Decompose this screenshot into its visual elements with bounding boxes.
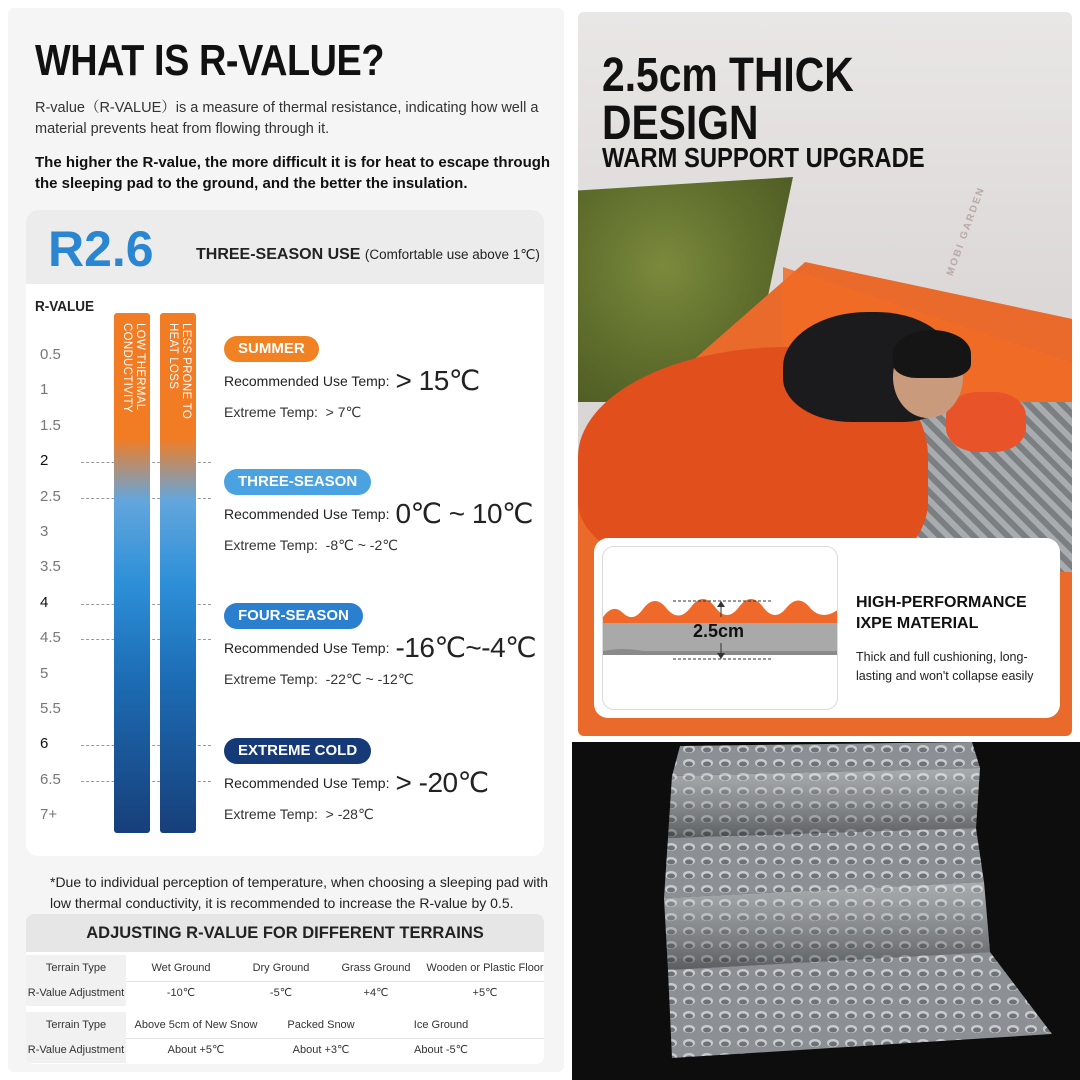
table-cell: Dry Ground	[252, 962, 310, 974]
table-cell: Above 5cm of New Snow	[134, 1019, 258, 1031]
folded-pad-image	[572, 742, 1080, 1080]
rec-label: Recommended Use Temp:	[224, 775, 390, 791]
thickness-title	[602, 49, 854, 150]
ext-label: Extreme Temp:	[224, 671, 318, 687]
row-label: R-Value Adjustment	[26, 980, 126, 1006]
axis-tick-label: 7+	[40, 806, 58, 824]
axis-tick-label: 5	[40, 664, 49, 682]
thickness-title-line2: DESIGN	[602, 97, 759, 150]
table-cell: Ice Ground	[413, 1019, 469, 1031]
season-pill-summer: SUMMER	[224, 336, 319, 362]
pillow-image	[946, 392, 1026, 452]
row-label: R-Value Adjustment	[26, 1037, 126, 1063]
summer-recommended	[224, 364, 480, 397]
four-season-extreme	[224, 671, 414, 688]
season-pill-four-season: FOUR-SEASON	[224, 603, 363, 629]
ext-value: -8℃ ~ -2℃	[325, 537, 398, 553]
table-cell: About -5℃	[414, 1044, 468, 1056]
intro-text: R-value（R-VALUE）is a measure of thermal resistance, indicating how well a material prevents heat from flowing through it.	[35, 100, 539, 137]
beanie-image	[893, 330, 971, 378]
thermal-bar-heat-loss	[160, 313, 196, 833]
feature-title: HIGH-PERFORMANCE IXPE MATERIAL	[856, 594, 1027, 632]
page-title: WHAT IS R-VALUE?	[35, 36, 385, 85]
row-label: Terrain Type	[26, 1012, 126, 1038]
axis-tick-label: 0.5	[40, 346, 61, 363]
r-value-card	[26, 210, 544, 856]
axis-tick-label: 2	[40, 452, 49, 470]
axis-tick-label: 2.5	[40, 487, 61, 505]
axis-tick-label: 6	[40, 735, 49, 753]
r-rating: R2.6	[48, 221, 154, 277]
table-row	[26, 1012, 544, 1038]
thermal-bar-conductivity	[114, 313, 150, 833]
r-value-panel	[8, 8, 564, 1072]
row-label: Terrain Type	[26, 955, 126, 981]
feature-description: Thick and full cushioning, long-lasting and won't collapse easily	[856, 650, 1034, 683]
rec-value: 0℃ ~ 10℃	[395, 498, 534, 529]
thickness-panel	[578, 12, 1072, 736]
brand-logo: MOBI GARDEN	[944, 185, 988, 278]
thickness-title-line1: 2.5cm THICK	[602, 49, 854, 102]
table-cell: Packed Snow	[287, 1019, 355, 1031]
ext-label: Extreme Temp:	[224, 537, 318, 553]
ext-value: > -28℃	[325, 806, 374, 822]
table-cell: Grass Ground	[341, 962, 411, 974]
axis-tick-label: 1	[40, 381, 49, 399]
extreme-cold-recommended	[224, 766, 489, 799]
bar-label-heat-loss: LESS PRONE TO HEAT LOSS	[167, 323, 192, 420]
table-cell: +4℃	[363, 987, 389, 999]
terrain-table-title: ADJUSTING R-VALUE FOR DIFFERENT TERRAINS	[26, 914, 544, 952]
material-info-card	[594, 538, 1060, 718]
season-use-label: THREE-SEASON USE	[196, 246, 361, 263]
three-season-recommended	[224, 497, 533, 530]
rec-label: Recommended Use Temp:	[224, 506, 390, 522]
axis-tick-label: 6.5	[40, 770, 61, 788]
table-row	[26, 955, 544, 981]
table-row	[26, 1037, 544, 1063]
axis-tick-label: 5.5	[40, 700, 61, 717]
r-value-card-header	[26, 210, 544, 284]
bar-label-conductivity: LOW THERMAL CONDUCTIVITY	[121, 323, 146, 413]
table-cell: +5℃	[472, 987, 498, 999]
table-cell: -10℃	[166, 987, 196, 999]
thickness-subtitle: WARM SUPPORT UPGRADE	[602, 142, 925, 173]
rec-value: > 15℃	[395, 365, 480, 396]
four-season-recommended	[224, 631, 536, 664]
three-season-extreme	[224, 537, 398, 554]
axis-tick-label: 3	[40, 523, 49, 540]
extreme-cold-extreme	[224, 806, 374, 823]
table-row	[26, 980, 544, 1006]
axis-tick-label: 1.5	[40, 416, 61, 434]
rec-label: Recommended Use Temp:	[224, 640, 390, 656]
table-cell: Wooden or Plastic Floor	[426, 962, 544, 974]
ext-label: Extreme Temp:	[224, 404, 318, 420]
rec-value: -16℃~-4℃	[395, 632, 537, 663]
table-cell: About +3℃	[292, 1044, 350, 1056]
ext-value: -22℃ ~ -12℃	[325, 671, 414, 687]
ext-label: Extreme Temp:	[224, 806, 318, 822]
ext-value: > 7℃	[325, 404, 362, 420]
pad-cross-section	[602, 546, 838, 710]
folded-pad-photo	[572, 742, 1080, 1080]
axis-tick-label: 4	[40, 593, 49, 611]
intro-bold-text: The higher the R-value, the more difficult it is for heat to escape through the sleeping pad to the ground, and the better the insulation.	[35, 154, 551, 192]
thickness-label: 2.5cm	[693, 621, 745, 641]
terrain-table	[26, 914, 544, 1064]
rec-label: Recommended Use Temp:	[224, 373, 390, 389]
axis-tick-label: 4.5	[40, 629, 61, 647]
footnote: *Due to individual perception of temperature, when choosing a sleeping pad with low thermal conductivity, it is recommended to increase the R-value by 0.5.	[50, 874, 549, 911]
table-cell: -5℃	[269, 987, 293, 999]
season-use-note: (Comfortable use above 1℃)	[364, 247, 540, 262]
rec-value: > -20℃	[395, 767, 489, 798]
axis-tick-label: 3.5	[40, 558, 61, 576]
summer-extreme	[224, 404, 361, 421]
table-cell: Wet Ground	[151, 962, 211, 974]
table-cell: About +5℃	[167, 1044, 225, 1056]
season-pill-extreme-cold: EXTREME COLD	[224, 738, 371, 764]
season-use-title	[196, 246, 540, 264]
axis-title: R-VALUE	[35, 298, 95, 315]
season-pill-three-season: THREE-SEASON	[224, 469, 371, 495]
